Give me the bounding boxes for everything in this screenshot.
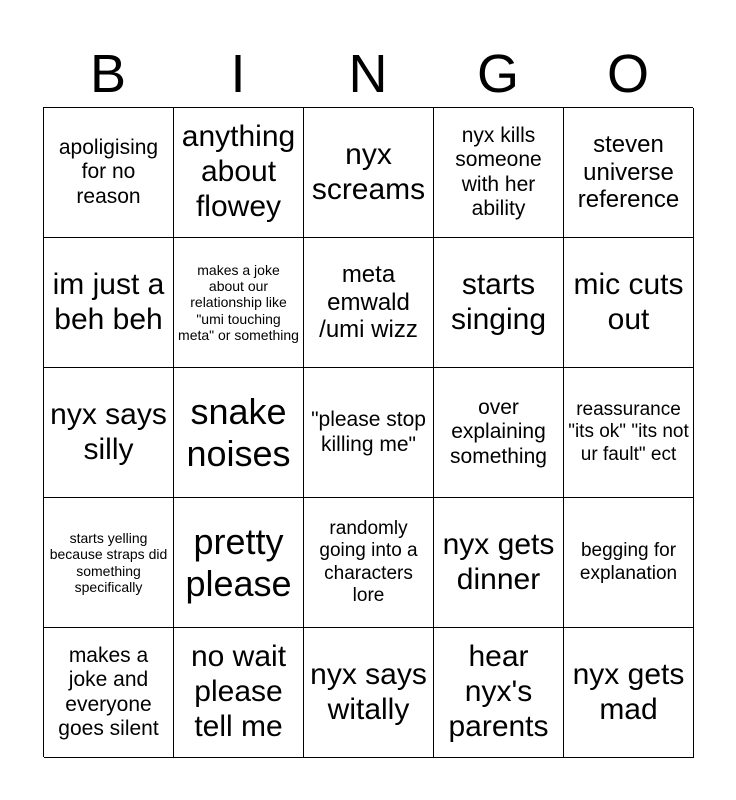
cell-text: begging for explanation <box>579 540 678 584</box>
bingo-cell[interactable] <box>174 108 304 238</box>
bingo-cell[interactable] <box>304 108 434 238</box>
bingo-cell[interactable] <box>304 238 434 368</box>
bingo-cell[interactable] <box>434 368 564 498</box>
cell-text: pretty please <box>185 520 292 604</box>
cell-text: mic cuts out <box>573 267 684 336</box>
cell-text: im just a beh beh <box>52 267 165 336</box>
bingo-cell[interactable] <box>174 238 304 368</box>
bingo-cell[interactable] <box>174 498 304 628</box>
bingo-cell[interactable] <box>434 498 564 628</box>
bingo-cell[interactable] <box>434 238 564 368</box>
cell-text: steven universe reference <box>577 130 680 214</box>
cell-text: snake noises <box>186 390 291 474</box>
bingo-cell[interactable] <box>564 498 694 628</box>
bingo-board <box>43 107 693 757</box>
bingo-cell[interactable] <box>434 108 564 238</box>
cell-text: nyx gets mad <box>572 657 685 726</box>
bingo-cell[interactable] <box>304 368 434 498</box>
cell-text: apoligising for no reason <box>58 135 159 208</box>
cell-text: nyx gets dinner <box>442 527 555 596</box>
cell-text: nyx kills someone with her ability <box>455 123 542 220</box>
header-letter-g: G <box>476 44 519 104</box>
bingo-cell[interactable] <box>44 498 174 628</box>
cell-text: nyx says witally <box>310 657 427 726</box>
cell-text: starts yelling because straps did something specifically <box>49 530 168 595</box>
bingo-header <box>43 40 693 108</box>
bingo-cell[interactable] <box>564 108 694 238</box>
bingo-cell[interactable] <box>44 238 174 368</box>
cell-text: makes a joke about our relationship like "umi touching meta" or something <box>178 261 299 343</box>
bingo-cell[interactable] <box>44 368 174 498</box>
bingo-cell[interactable] <box>564 238 694 368</box>
header-letter-o: O <box>606 44 649 104</box>
cell-text: reassurance "its ok" "its not ur fault" ect <box>568 399 689 465</box>
bingo-cell[interactable] <box>174 368 304 498</box>
header-letter-b: B <box>89 44 127 104</box>
bingo-cell[interactable] <box>564 368 694 498</box>
cell-text: randomly going into a characters lore <box>319 518 418 606</box>
cell-text: "please stop killing me" <box>311 408 426 456</box>
header-letter-i: I <box>230 44 246 104</box>
bingo-cell[interactable] <box>304 628 434 758</box>
cell-text: nyx says silly <box>50 397 167 466</box>
cell-text: meta emwald /umi wizz <box>319 260 418 344</box>
bingo-cell[interactable] <box>304 498 434 628</box>
cell-text: over explaining something <box>450 395 547 468</box>
bingo-cell[interactable] <box>44 108 174 238</box>
cell-text: anything about flowey <box>181 120 296 223</box>
bingo-cell[interactable] <box>434 628 564 758</box>
cell-text: starts singing <box>450 267 547 336</box>
cell-text: hear nyx's parents <box>448 640 549 743</box>
bingo-cell[interactable] <box>174 628 304 758</box>
cell-text: nyx screams <box>311 137 426 206</box>
cell-text: makes a joke and everyone goes silent <box>58 643 159 740</box>
cell-text: no wait please tell me <box>190 640 287 743</box>
bingo-cell[interactable] <box>564 628 694 758</box>
bingo-cell[interactable] <box>44 628 174 758</box>
header-letter-n: N <box>348 44 388 104</box>
